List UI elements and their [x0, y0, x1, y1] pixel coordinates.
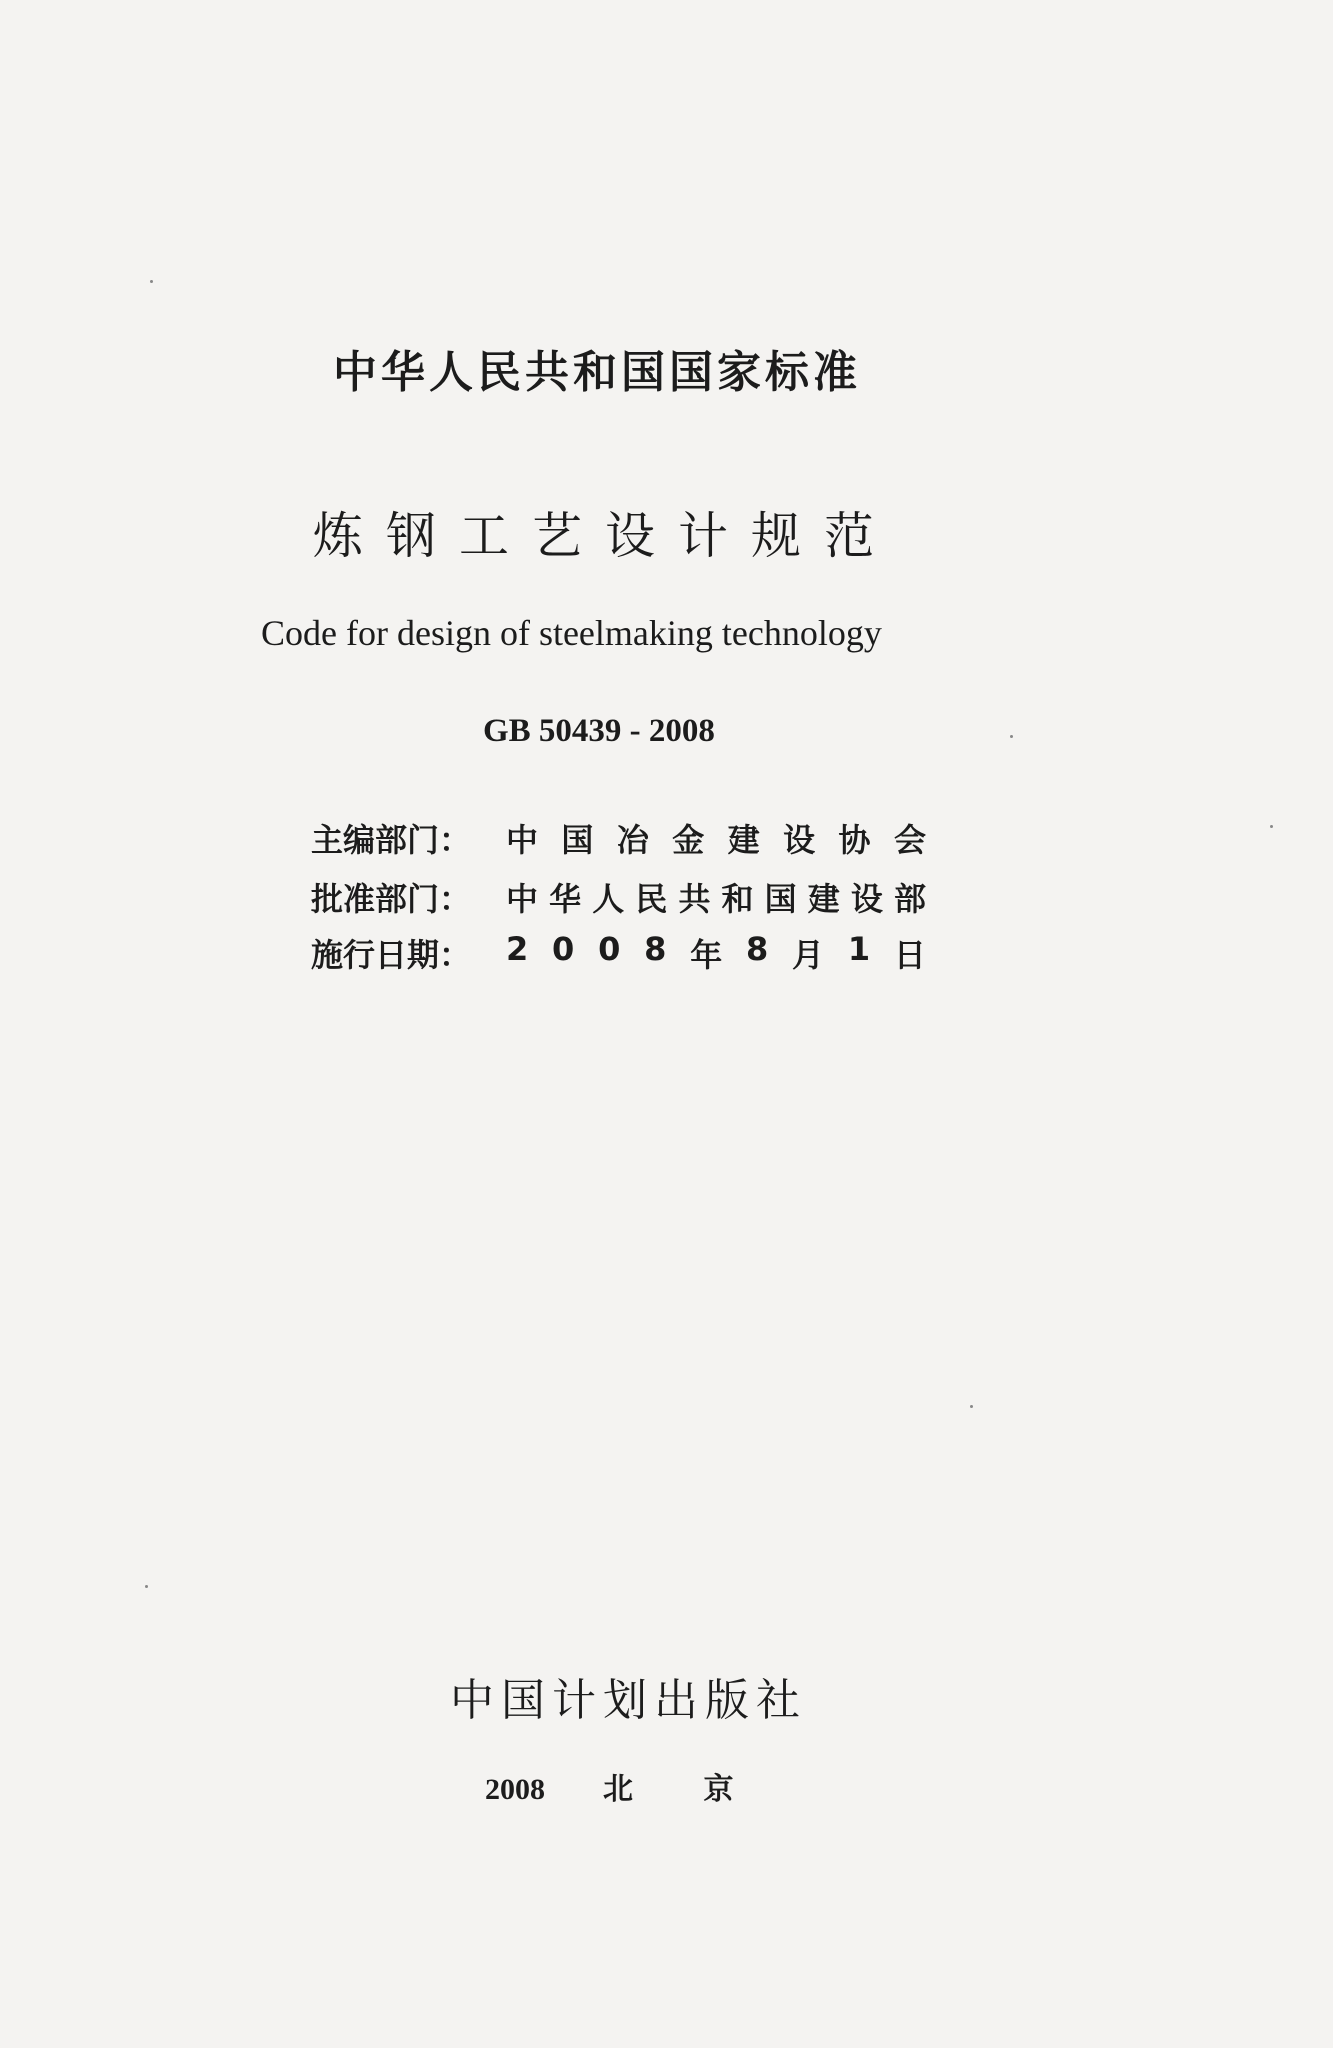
info-value-char: 中: [506, 821, 539, 859]
info-value-char: 共: [678, 880, 711, 918]
info-value-char: 设: [850, 880, 883, 918]
info-value-char: 人: [592, 880, 625, 918]
info-value-char: 建: [727, 821, 760, 859]
info-value: [506, 930, 926, 976]
info-value-char: 中: [506, 880, 539, 918]
imprint: [485, 1764, 733, 1808]
info-value-char: 金: [672, 821, 705, 859]
info-value-char: 华: [549, 880, 582, 918]
info-value-char: 0: [552, 930, 575, 968]
info-label: 施行日期：: [311, 936, 472, 974]
info-value-char: 会: [893, 821, 926, 859]
imprint-city: 北 京: [603, 1772, 734, 1807]
scan-speck: [1010, 735, 1013, 738]
info-value-char: 建: [807, 880, 840, 918]
standard-number: GB 50439 - 2008: [483, 713, 715, 749]
info-value-char: 和: [721, 880, 754, 918]
standard-category-heading: 中华人民共和国国家标准: [333, 347, 861, 398]
info-value-char: 0: [598, 930, 621, 968]
info-value-char: 2: [506, 930, 529, 968]
scan-speck: [1270, 825, 1273, 828]
info-value-char: 国: [764, 880, 797, 918]
info-value-char: 1: [847, 930, 871, 968]
info-value-char: 国: [561, 821, 594, 859]
info-value-char: 部: [893, 880, 926, 918]
info-effective-date: [311, 930, 926, 976]
scan-speck: [970, 1405, 973, 1408]
info-value: [506, 815, 926, 861]
info-value-char: 冶: [616, 821, 649, 859]
info-value-char: 8: [745, 930, 769, 968]
info-approver: [311, 874, 926, 920]
info-label: 批准部门：: [311, 880, 472, 918]
info-value-char: 日: [893, 936, 926, 974]
info-value-char: 年: [690, 936, 723, 974]
info-value: [506, 874, 926, 920]
imprint-year: 2008: [485, 1773, 545, 1806]
scan-speck: [145, 1585, 148, 1588]
document-title: 炼钢工艺设计规范: [313, 507, 897, 565]
document-title-english: Code for design of steelmaking technology: [261, 613, 882, 653]
publisher: 中国计划出版社: [450, 1675, 807, 1726]
info-value-char: 协: [838, 821, 871, 859]
info-value-char: 8: [644, 930, 667, 968]
info-label: 主编部门：: [311, 821, 472, 859]
scan-speck: [150, 280, 153, 283]
info-value-char: 月: [792, 936, 825, 974]
info-value-char: 设: [783, 821, 816, 859]
info-chief-editor: [311, 815, 926, 861]
info-value-char: 民: [635, 880, 668, 918]
